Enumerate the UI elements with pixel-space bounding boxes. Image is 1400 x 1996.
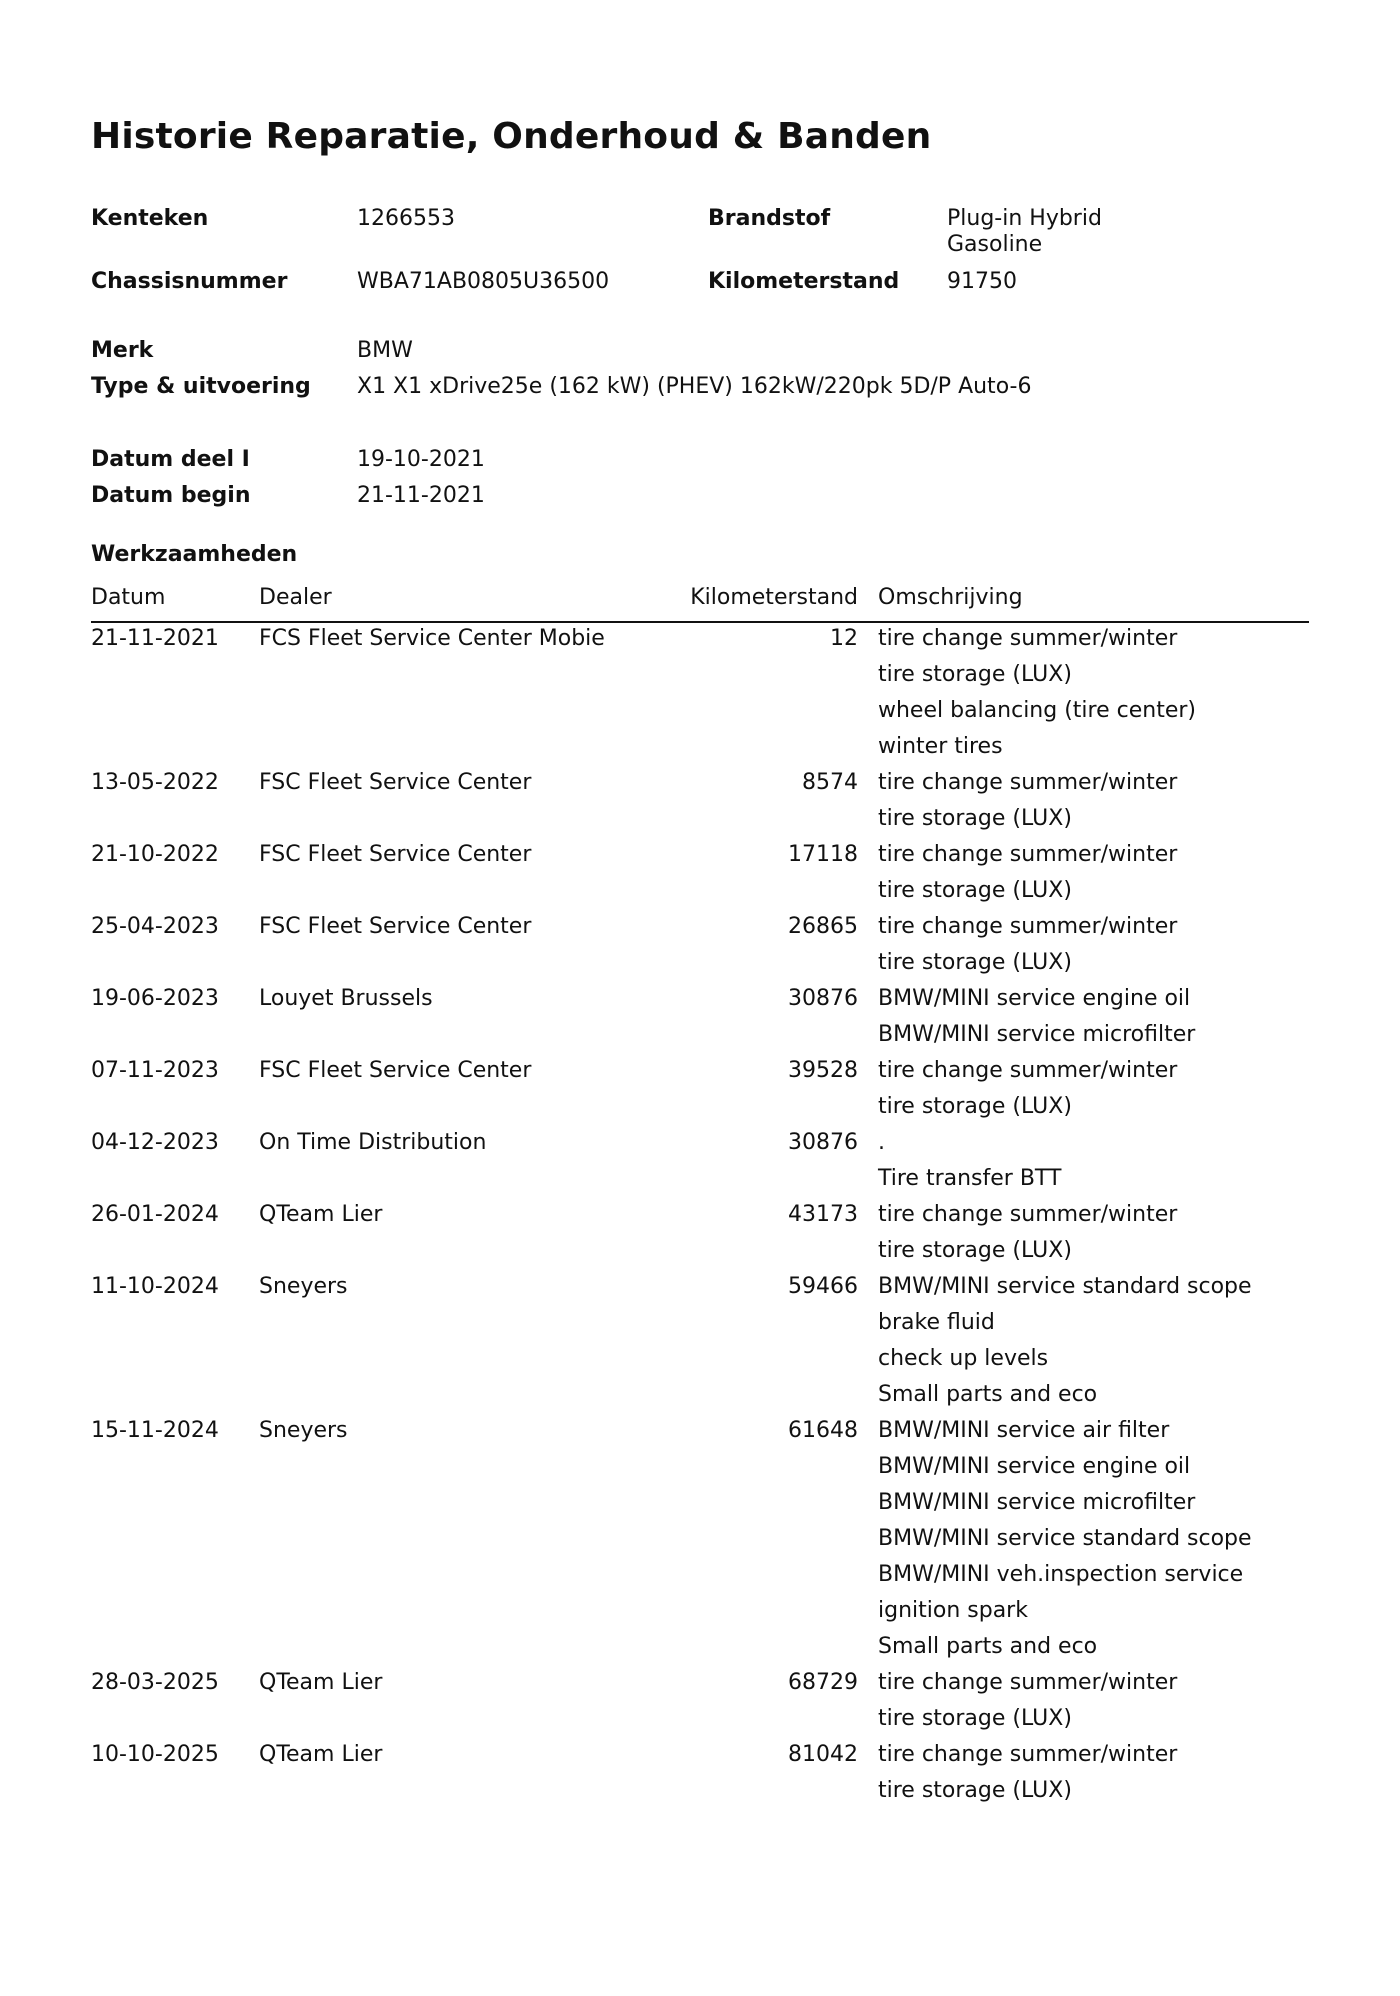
work-table-header bbox=[91, 585, 1309, 623]
description-line: BMW/MINI veh.inspection service bbox=[878, 1562, 1244, 1587]
row-description bbox=[878, 1413, 1309, 1665]
row-kilometerstand: 26865 bbox=[788, 914, 858, 939]
row-date: 13-05-2022 bbox=[91, 770, 219, 795]
row-dealer: FSC Fleet Service Center bbox=[259, 914, 532, 939]
row-dealer: On Time Distribution bbox=[259, 1130, 487, 1155]
row-date: 26-01-2024 bbox=[91, 1202, 219, 1227]
row-description bbox=[878, 1197, 1309, 1269]
description-line: winter tires bbox=[878, 734, 1003, 759]
merk-value: BMW bbox=[357, 338, 413, 363]
description-line: Tire transfer BTT bbox=[878, 1166, 1062, 1191]
row-kilometerstand: 43173 bbox=[788, 1202, 858, 1227]
description-line: tire change summer/winter bbox=[878, 1670, 1178, 1695]
description-line: brake fluid bbox=[878, 1310, 995, 1335]
row-description bbox=[878, 765, 1309, 837]
work-table-body bbox=[91, 621, 1309, 1809]
row-dealer: QTeam Lier bbox=[259, 1742, 383, 1767]
column-header-date: Datum bbox=[91, 585, 166, 610]
row-dealer: FSC Fleet Service Center bbox=[259, 842, 532, 867]
werkzaamheden-title: Werkzaamheden bbox=[91, 542, 298, 567]
row-kilometerstand: 30876 bbox=[788, 986, 858, 1011]
table-row bbox=[91, 1053, 1309, 1125]
column-header-dealer: Dealer bbox=[259, 585, 332, 610]
row-date: 21-10-2022 bbox=[91, 842, 219, 867]
row-dealer: Louyet Brussels bbox=[259, 986, 433, 1011]
row-description bbox=[878, 1737, 1309, 1809]
brandstof-label: Brandstof bbox=[708, 206, 831, 231]
description-line: tire change summer/winter bbox=[878, 842, 1178, 867]
chassis-label: Chassisnummer bbox=[91, 269, 288, 294]
row-dealer: Sneyers bbox=[259, 1274, 348, 1299]
row-kilometerstand: 30876 bbox=[788, 1130, 858, 1155]
row-kilometerstand: 59466 bbox=[788, 1274, 858, 1299]
chassis-value: WBA71AB0805U36500 bbox=[357, 269, 610, 294]
merk-label: Merk bbox=[91, 338, 154, 363]
table-row bbox=[91, 837, 1309, 909]
description-line: . bbox=[878, 1130, 885, 1155]
description-line: check up levels bbox=[878, 1346, 1049, 1371]
kenteken-label: Kenteken bbox=[91, 206, 209, 231]
row-kilometerstand: 39528 bbox=[788, 1058, 858, 1083]
description-line: tire change summer/winter bbox=[878, 914, 1178, 939]
row-date: 21-11-2021 bbox=[91, 626, 219, 651]
description-line: tire storage (LUX) bbox=[878, 1778, 1072, 1803]
description-line: tire storage (LUX) bbox=[878, 950, 1072, 975]
row-date: 28-03-2025 bbox=[91, 1670, 219, 1695]
row-date: 10-10-2025 bbox=[91, 1742, 219, 1767]
row-kilometerstand: 12 bbox=[830, 626, 858, 651]
page-title: Historie Reparatie, Onderhoud & Banden bbox=[91, 116, 932, 157]
description-line: BMW/MINI service engine oil bbox=[878, 1454, 1191, 1479]
brandstof-value-line2: Gasoline bbox=[947, 232, 1043, 257]
description-line: BMW/MINI service standard scope bbox=[878, 1526, 1252, 1551]
table-row bbox=[91, 621, 1309, 765]
description-line: tire storage (LUX) bbox=[878, 1094, 1072, 1119]
row-dealer: Sneyers bbox=[259, 1418, 348, 1443]
row-date: 11-10-2024 bbox=[91, 1274, 219, 1299]
description-line: BMW/MINI service microfilter bbox=[878, 1490, 1196, 1515]
row-dealer: FSC Fleet Service Center bbox=[259, 1058, 532, 1083]
row-date: 25-04-2023 bbox=[91, 914, 219, 939]
table-row bbox=[91, 909, 1309, 981]
kilometerstand-label: Kilometerstand bbox=[708, 269, 900, 294]
row-date: 04-12-2023 bbox=[91, 1130, 219, 1155]
type-label: Type & uitvoering bbox=[91, 374, 311, 399]
description-line: tire change summer/winter bbox=[878, 1742, 1178, 1767]
description-line: tire change summer/winter bbox=[878, 1202, 1178, 1227]
description-line: BMW/MINI service standard scope bbox=[878, 1274, 1252, 1299]
table-row bbox=[91, 1197, 1309, 1269]
row-description bbox=[878, 1269, 1309, 1413]
table-row bbox=[91, 1125, 1309, 1197]
table-row bbox=[91, 765, 1309, 837]
description-line: Small parts and eco bbox=[878, 1634, 1098, 1659]
brandstof-value-line1: Plug-in Hybrid bbox=[947, 206, 1102, 231]
description-line: tire storage (LUX) bbox=[878, 1706, 1072, 1731]
row-date: 07-11-2023 bbox=[91, 1058, 219, 1083]
description-line: tire storage (LUX) bbox=[878, 878, 1072, 903]
table-row bbox=[91, 1413, 1309, 1665]
row-kilometerstand: 8574 bbox=[802, 770, 858, 795]
description-line: wheel balancing (tire center) bbox=[878, 698, 1196, 723]
description-line: BMW/MINI service engine oil bbox=[878, 986, 1191, 1011]
table-row bbox=[91, 1269, 1309, 1413]
datum-begin-label: Datum begin bbox=[91, 483, 251, 508]
datum-begin-value: 21-11-2021 bbox=[357, 483, 485, 508]
row-kilometerstand: 17118 bbox=[788, 842, 858, 867]
table-row bbox=[91, 1665, 1309, 1737]
description-line: Small parts and eco bbox=[878, 1382, 1098, 1407]
description-line: tire storage (LUX) bbox=[878, 806, 1072, 831]
description-line: ignition spark bbox=[878, 1598, 1028, 1623]
row-description bbox=[878, 1665, 1309, 1737]
description-line: tire change summer/winter bbox=[878, 770, 1178, 795]
type-value: X1 X1 xDrive25e (162 kW) (PHEV) 162kW/220pk 5D/P Auto-6 bbox=[357, 374, 1032, 399]
datum-deel-label: Datum deel I bbox=[91, 447, 250, 472]
column-header-desc: Omschrijving bbox=[878, 585, 1023, 610]
description-line: tire change summer/winter bbox=[878, 626, 1178, 651]
row-dealer: FCS Fleet Service Center Mobie bbox=[259, 626, 605, 651]
row-date: 19-06-2023 bbox=[91, 986, 219, 1011]
row-dealer: QTeam Lier bbox=[259, 1670, 383, 1695]
kilometerstand-value: 91750 bbox=[947, 269, 1017, 294]
datum-deel-value: 19-10-2021 bbox=[357, 447, 485, 472]
description-line: tire storage (LUX) bbox=[878, 662, 1072, 687]
description-line: BMW/MINI service microfilter bbox=[878, 1022, 1196, 1047]
row-description bbox=[878, 909, 1309, 981]
description-line: BMW/MINI service air filter bbox=[878, 1418, 1170, 1443]
row-description bbox=[878, 1125, 1309, 1197]
description-line: tire change summer/winter bbox=[878, 1058, 1178, 1083]
row-description bbox=[878, 1053, 1309, 1125]
column-header-km: Kilometerstand bbox=[690, 585, 858, 610]
row-date: 15-11-2024 bbox=[91, 1418, 219, 1443]
row-kilometerstand: 81042 bbox=[788, 1742, 858, 1767]
row-dealer: QTeam Lier bbox=[259, 1202, 383, 1227]
row-kilometerstand: 68729 bbox=[788, 1670, 858, 1695]
row-description bbox=[878, 981, 1309, 1053]
description-line: tire storage (LUX) bbox=[878, 1238, 1072, 1263]
table-row bbox=[91, 1737, 1309, 1809]
row-description bbox=[878, 621, 1309, 765]
row-dealer: FSC Fleet Service Center bbox=[259, 770, 532, 795]
table-row bbox=[91, 981, 1309, 1053]
row-description bbox=[878, 837, 1309, 909]
row-kilometerstand: 61648 bbox=[788, 1418, 858, 1443]
kenteken-value: 1266553 bbox=[357, 206, 455, 231]
